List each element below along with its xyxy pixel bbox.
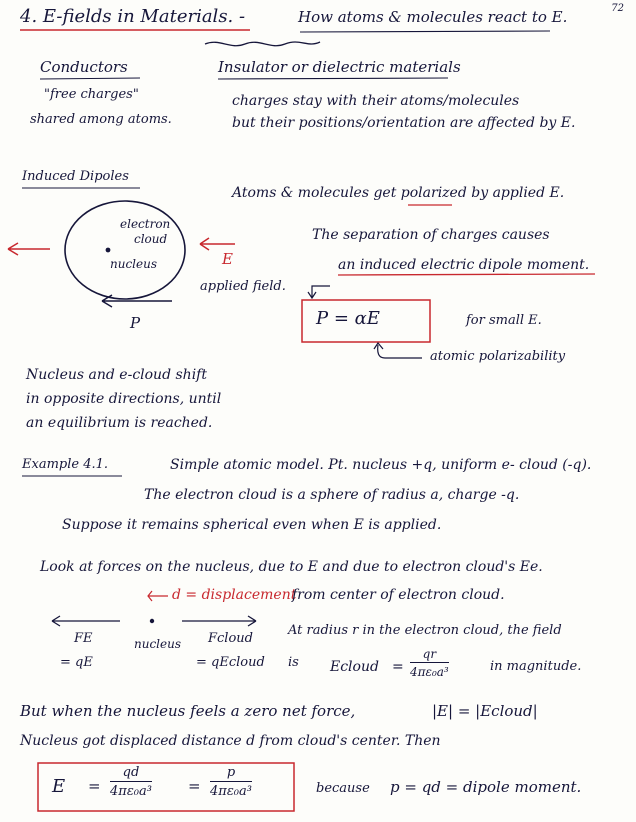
nucleus-label: nucleus bbox=[110, 257, 158, 271]
induced-line2: The separation of charges causes bbox=[312, 227, 550, 243]
final-fraction-1 bbox=[110, 766, 152, 798]
fe-arrow bbox=[52, 616, 120, 626]
final-numerator-1: qd bbox=[110, 766, 152, 782]
shift-line1: Nucleus and e-cloud shift bbox=[26, 367, 207, 383]
cloud-label-1: electron bbox=[120, 217, 171, 231]
dipole-arrow bbox=[102, 295, 172, 307]
fe-label: FE bbox=[74, 631, 93, 646]
final-fraction-2 bbox=[210, 766, 252, 798]
fcloud-label: Fcloud bbox=[208, 631, 253, 646]
electron-cloud-circle bbox=[65, 201, 185, 299]
final-numerator-2: p bbox=[210, 766, 252, 782]
final-lhs: E bbox=[52, 776, 66, 797]
shift-line2: in opposite directions, until bbox=[26, 391, 222, 407]
because-word: because bbox=[316, 781, 370, 796]
balance-line1: But when the nucleus feels a zero net force, bbox=[20, 702, 356, 720]
final-formula-box bbox=[38, 763, 294, 811]
insulators-line1: charges stay with their atoms/molecules bbox=[232, 93, 520, 109]
conductors-line1: "free charges" bbox=[44, 87, 139, 102]
magnitude-text: in magnitude. bbox=[490, 659, 582, 674]
ecloud-denominator: 4πε₀a³ bbox=[410, 665, 449, 679]
force-nucleus-dot bbox=[150, 619, 154, 623]
insulators-title: Insulator or dielectric materials bbox=[218, 58, 461, 76]
applied-field-label: applied field. bbox=[200, 279, 286, 294]
ecloud-equals: = bbox=[392, 659, 404, 675]
heading-subtitle: How atoms & molecules react to E. bbox=[298, 8, 568, 26]
polarizability-arrow bbox=[374, 343, 422, 358]
fcloud-arrow bbox=[182, 616, 256, 626]
is-word: is bbox=[288, 655, 299, 670]
displacement-rest: from center of electron cloud. bbox=[292, 587, 505, 603]
subtitle-wavy-underline bbox=[205, 42, 320, 46]
dipole-moment-underline bbox=[338, 274, 595, 275]
fcloud-value: = qEcloud bbox=[196, 655, 265, 670]
formula-condition: for small E. bbox=[466, 313, 542, 328]
subtitle-underline bbox=[300, 31, 550, 32]
field-symbol: E bbox=[222, 250, 233, 268]
page-number: 72 bbox=[611, 3, 624, 14]
radius-text: At radius r in the electron cloud, the field bbox=[288, 623, 562, 638]
example-label: Example 4.1. bbox=[22, 457, 109, 472]
conductors-line2: shared among atoms. bbox=[30, 112, 172, 127]
nucleus-dot bbox=[106, 248, 111, 253]
final-equals-2: = bbox=[188, 777, 201, 795]
cloud-label-2: cloud bbox=[134, 232, 168, 246]
conductors-title: Conductors bbox=[40, 58, 128, 76]
boxed-formula: P = αE bbox=[316, 308, 380, 329]
dipole-pointer bbox=[308, 286, 330, 298]
heading-title: 4. E-fields in Materials. - bbox=[20, 6, 246, 27]
balance-equality: |E| = |Ecloud| bbox=[432, 702, 538, 720]
balance-line2: Nucleus got displaced distance d from cloud's center. Then bbox=[20, 733, 441, 749]
induced-line1: Atoms & molecules get polarized by applied E. bbox=[232, 185, 565, 201]
nucleus-shift-arrow bbox=[8, 243, 50, 255]
shift-line3: an equilibrium is reached. bbox=[26, 415, 213, 431]
fe-value: = qE bbox=[60, 655, 93, 670]
example-line4: Look at forces on the nucleus, due to E and due to electron cloud's Ee. bbox=[40, 559, 543, 575]
force-nucleus-label: nucleus bbox=[134, 637, 182, 651]
displacement-arrow bbox=[148, 591, 168, 601]
example-line2: The electron cloud is a sphere of radius a, charge -q. bbox=[144, 487, 520, 503]
induced-title: Induced Dipoles bbox=[22, 169, 129, 184]
applied-field-arrow bbox=[200, 238, 235, 250]
ecloud-symbol: Ecloud bbox=[330, 659, 379, 675]
conductors-underline bbox=[40, 78, 140, 79]
example-line1: Simple atomic model. Pt. nucleus +q, uniform e- cloud (-q). bbox=[170, 457, 592, 473]
ecloud-fraction bbox=[410, 648, 449, 678]
ecloud-numerator: qr bbox=[410, 648, 449, 663]
insulators-underline bbox=[218, 78, 448, 79]
induced-line3: an induced electric dipole moment. bbox=[338, 257, 590, 273]
displacement-label: d = displacement bbox=[172, 587, 297, 603]
final-denominator-1: 4πε₀a³ bbox=[110, 784, 152, 799]
dipole-symbol: P bbox=[130, 314, 141, 332]
final-equals-1: = bbox=[88, 777, 101, 795]
dipole-relation: p = qd = dipole moment. bbox=[390, 778, 582, 796]
insulators-line2: but their positions/orientation are affected by E. bbox=[232, 115, 576, 131]
polarizability-label: atomic polarizability bbox=[430, 349, 566, 364]
final-denominator-2: 4πε₀a³ bbox=[210, 784, 252, 799]
example-line3: Suppose it remains spherical even when E is applied. bbox=[62, 517, 442, 533]
